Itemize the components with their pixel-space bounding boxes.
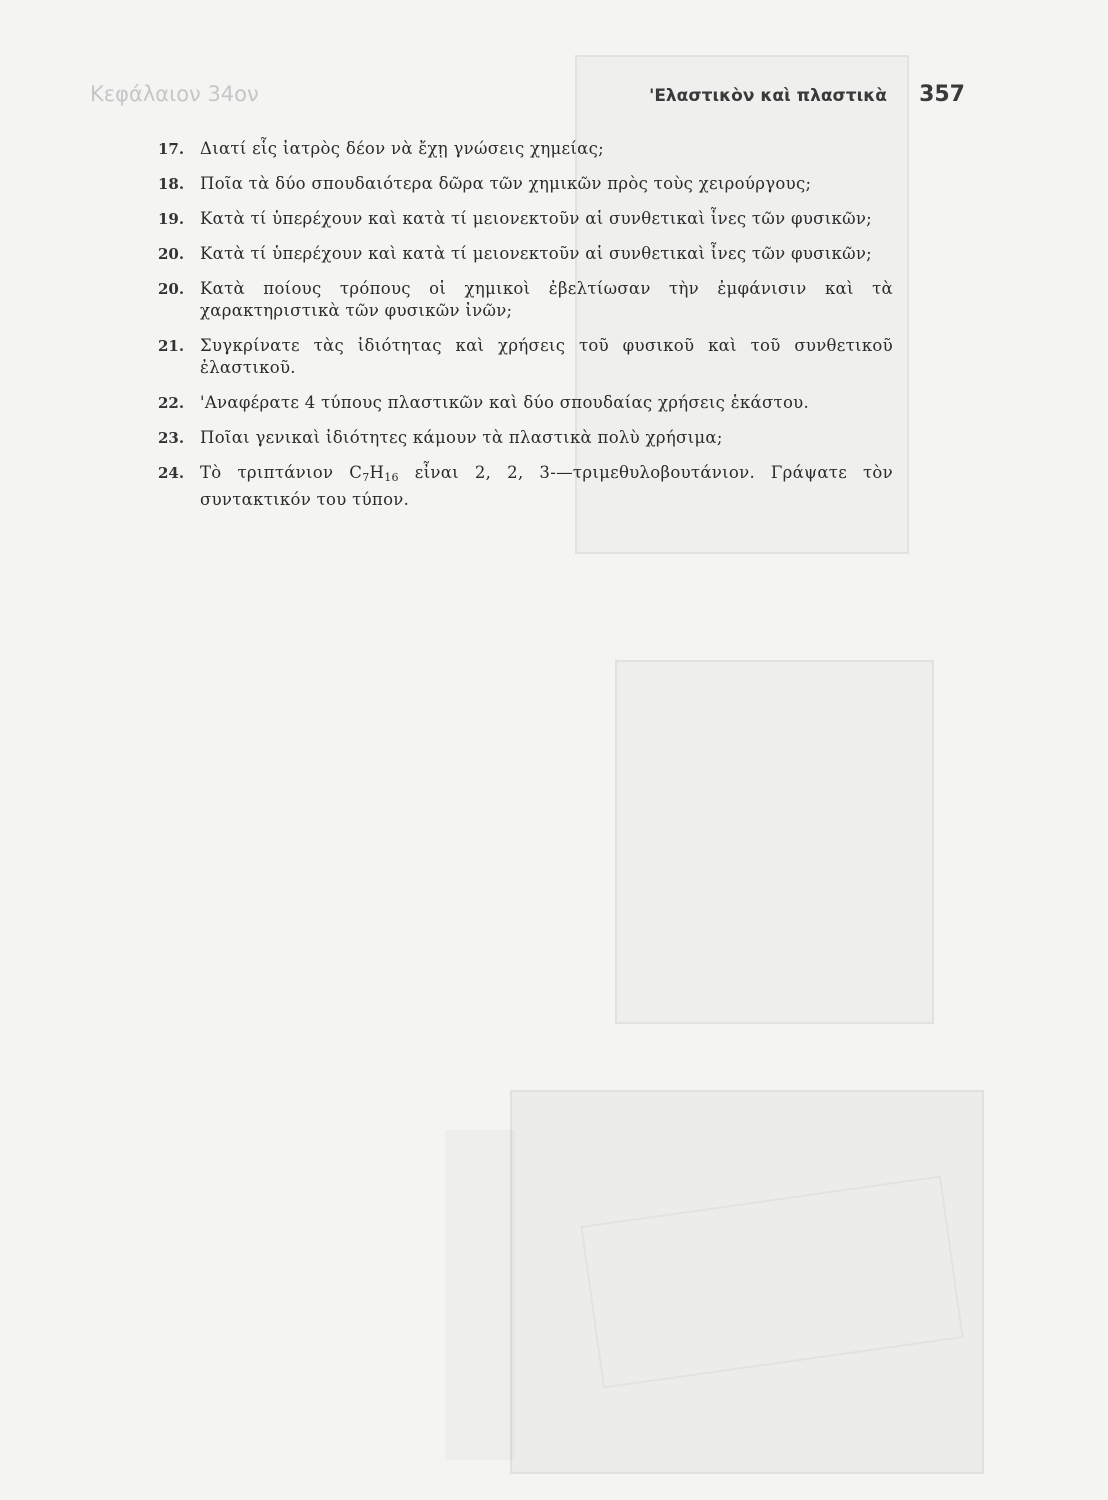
question-text: 'Αναφέρατε 4 τύπους πλαστικῶν καὶ δύο σπουδαίας χρήσεις ἑκάστου. bbox=[200, 393, 810, 412]
question-item bbox=[158, 138, 893, 160]
question-item bbox=[158, 173, 893, 195]
question-text: Κατὰ ποίους τρόπους οἱ χημικοὶ ἐβελτίωσαν τὴν ἐμφάνισιν καὶ τὰ χαρακτηριστικὰ τῶν φυσικῶν ἰνῶν; bbox=[200, 279, 893, 320]
question-number: 20. bbox=[158, 245, 185, 263]
question-text bbox=[200, 462, 893, 511]
question-item bbox=[158, 335, 893, 379]
question-text: Συγκρίνατε τὰς ἰδιότητας καὶ χρήσεις τοῦ φυσικοῦ καὶ τοῦ συνθετικοῦ ἐλαστικοῦ. bbox=[200, 336, 893, 377]
question-item bbox=[158, 278, 893, 322]
question-text: Κατὰ τί ὑπερέχουν καὶ κατὰ τί μειονεκτοῦν αἱ συνθετικαὶ ἶνες τῶν φυσικῶν; bbox=[200, 244, 873, 263]
show-through-figure bbox=[445, 1130, 515, 1460]
question-item bbox=[158, 243, 893, 265]
question-item bbox=[158, 427, 893, 449]
question-number: 24. bbox=[158, 464, 185, 482]
question-number: 17. bbox=[158, 140, 185, 158]
question-item bbox=[158, 462, 893, 511]
question-item bbox=[158, 392, 893, 414]
question-text: Διατί εἷς ἰατρὸς δέον νὰ ἔχῃ γνώσεις χημείας; bbox=[200, 139, 605, 158]
formula-subscript: 16 bbox=[384, 471, 399, 484]
formula-suffix: εἶναι 2, 2, 3-—τριμεθυλοβουτάνιον. Γράψατε τὸν συντακτικόν του τύπον. bbox=[200, 463, 894, 509]
question-item bbox=[158, 208, 893, 230]
question-number: 20. bbox=[158, 280, 185, 298]
formula-prefix: Τὸ τριπτάνιον C bbox=[200, 463, 363, 482]
question-number: 22. bbox=[158, 394, 185, 412]
question-text: Ποῖαι γενικαὶ ἰδιότητες κάμουν τὰ πλαστικὰ πολὺ χρήσιμα; bbox=[200, 428, 723, 447]
formula-element: H bbox=[369, 463, 385, 482]
question-number: 23. bbox=[158, 429, 185, 447]
review-questions bbox=[158, 138, 893, 524]
page-number: 357 bbox=[919, 82, 965, 107]
running-title: 'Ελαστικὸν καὶ πλαστικὰ bbox=[649, 86, 887, 106]
question-number: 18. bbox=[158, 175, 185, 193]
chapter-label: Κεφάλαιον 34ον bbox=[90, 82, 259, 106]
page-header bbox=[90, 82, 965, 118]
show-through-figure bbox=[615, 660, 934, 1024]
question-text: Ποῖα τὰ δύο σπουδαιότερα δῶρα τῶν χημικῶν πρὸς τοὺς χειρούργους; bbox=[200, 174, 812, 193]
question-text: Κατὰ τί ὑπερέχουν καὶ κατὰ τί μειονεκτοῦν αἱ συνθετικαὶ ἶνες τῶν φυσικῶν; bbox=[200, 209, 873, 228]
question-number: 21. bbox=[158, 337, 185, 355]
formula-subscript: 7 bbox=[362, 471, 370, 484]
question-number: 19. bbox=[158, 210, 185, 228]
